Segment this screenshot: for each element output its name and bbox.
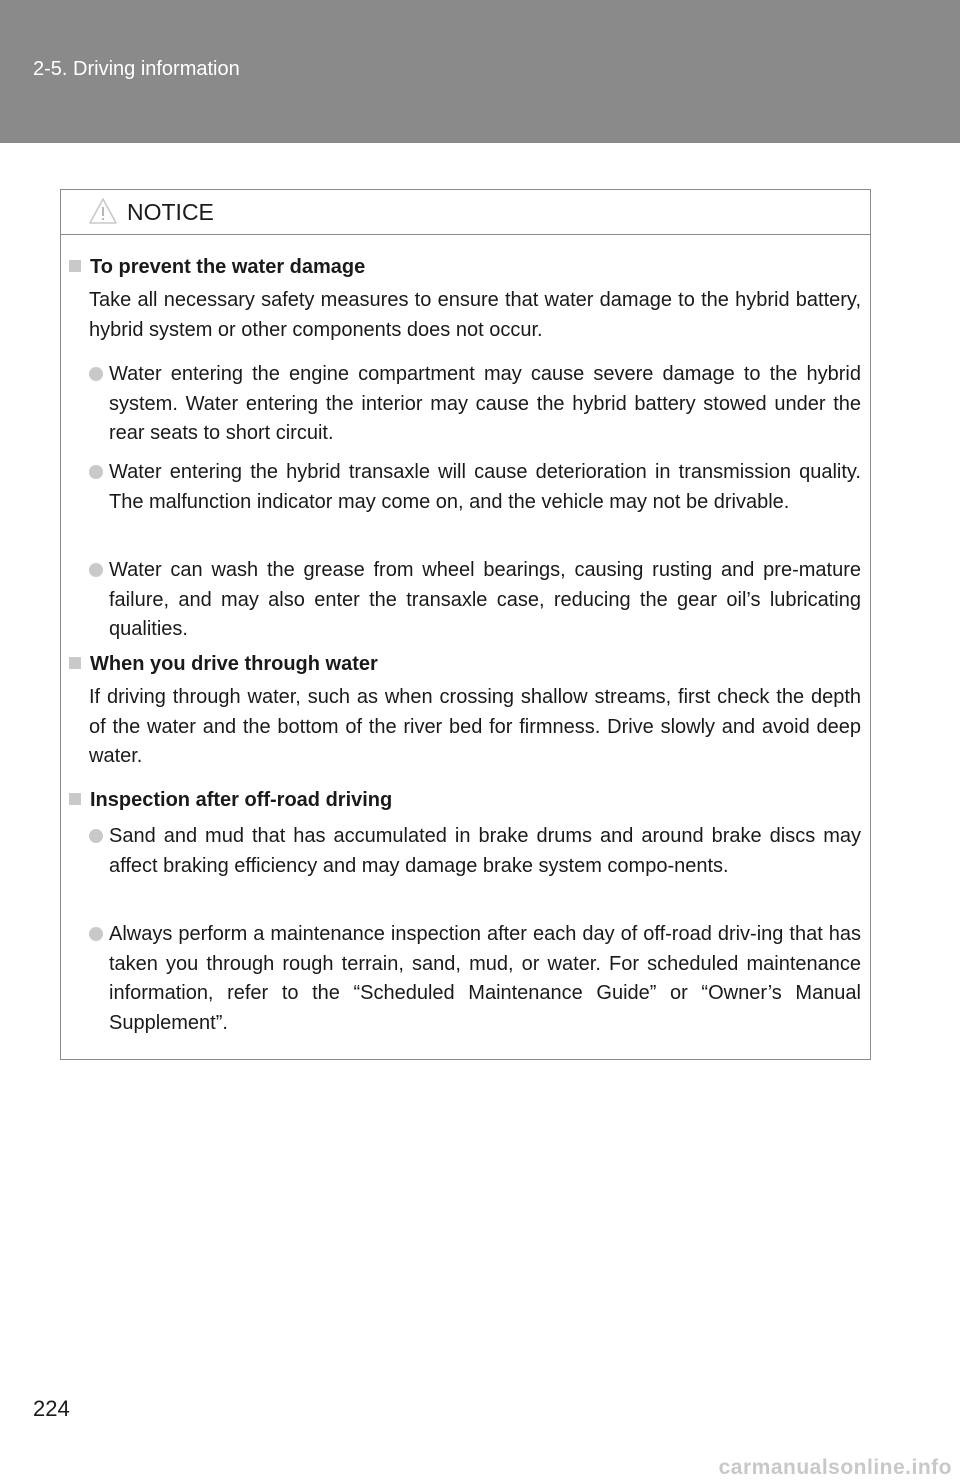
section-heading-text: To prevent the water damage (90, 256, 366, 278)
list-item (109, 920, 861, 1038)
list-item-text: Sand and mud that has accumulated in brake drums and around brake discs may affect braking efficiency and may damage brake system compo-nents. (109, 825, 861, 877)
list-item (109, 556, 861, 645)
list-item (109, 360, 861, 449)
notice-title: NOTICE (127, 199, 214, 225)
square-bullet-icon (69, 657, 81, 669)
page-header (0, 0, 960, 143)
list-item (109, 458, 861, 517)
page-number: 224 (33, 1396, 70, 1421)
list-item-text: Water entering the hybrid transaxle will cause deterioration in transmission quality. The malfunction indicator may come on, and the vehicle may not be drivable. (109, 461, 861, 513)
square-bullet-icon (69, 793, 81, 805)
list-item-text: Water can wash the grease from wheel bearings, causing rusting and pre-mature failure, and may also enter the transaxle case, reducing the gear oil’s lubricating qualities. (109, 559, 861, 640)
square-bullet-icon (69, 260, 81, 272)
section-heading-text: When you drive through water (90, 653, 378, 675)
round-bullet-icon (89, 367, 103, 381)
round-bullet-icon (89, 829, 103, 843)
section-heading (69, 256, 365, 279)
section-title: 2-5. Driving information (33, 58, 240, 80)
section-paragraph: If driving through water, such as when crossing shallow streams, first check the depth of the water and the bottom of the river bed for firmness. Drive slowly and avoid deep water. (89, 686, 861, 767)
section-paragraph: Take all necessary safety measures to ensure that water damage to the hybrid battery, hybrid system or other components does not occur. (89, 289, 861, 341)
section-heading-text: Inspection after off-road driving (90, 789, 393, 811)
round-bullet-icon (89, 465, 103, 479)
warning-triangle-icon (88, 197, 118, 225)
round-bullet-icon (89, 927, 103, 941)
section-heading (69, 789, 392, 812)
list-item-text: Water entering the engine compartment may cause severe damage to the hybrid system. Water entering the interior may cause the hybrid battery stowed under the rear seats to short circuit. (109, 363, 861, 444)
list-item-text: Always perform a maintenance inspection after each day of off-road driv-ing that has taken you through rough terrain, sand, mud, or water. For scheduled maintenance information, refer to the “Scheduled Maintenance Guide” or “Owner’s Manual Supplement”. (109, 923, 861, 1034)
notice-box (60, 189, 871, 1060)
round-bullet-icon (89, 563, 103, 577)
section-heading (69, 653, 378, 676)
notice-header (61, 190, 870, 235)
watermark: carmanualsonline.info (718, 1456, 952, 1479)
list-item (109, 822, 861, 881)
